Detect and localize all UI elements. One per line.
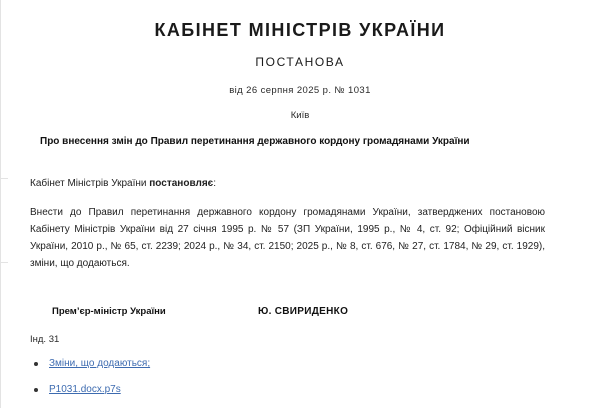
bullet-icon [34,388,38,392]
intro-suffix: : [213,178,216,189]
attachment-link-signature-file[interactable]: P1031.docx.p7s [49,384,121,395]
left-border-tick [0,178,8,179]
org-title: КАБІНЕТ МІНІСТРІВ УКРАЇНИ [154,20,446,40]
intro-paragraph [30,178,216,189]
attachment-link-changes[interactable]: Зміни, що додаються; [49,358,151,369]
document-place: Київ [290,110,310,121]
document-subject: Про внесення змін до Правил перетинання державного кордону громадянами України [40,136,470,147]
document-type: ПОСТАНОВА [255,55,345,69]
left-border-tick [0,262,8,263]
attachment-item [34,384,121,395]
intro-emphasis: постановляє [149,178,214,189]
bullet-icon [34,362,38,366]
signature-name: Ю. СВИРИДЕНКО [258,306,349,317]
document-date: від 26 серпня 2025 р. № 1031 [229,85,371,96]
signature-title: Прем’єр-міністр України [52,306,166,317]
attachment-item [34,358,150,369]
index-label: Інд. 31 [30,334,60,345]
body-paragraph: Внести до Правил перетинання державного кордону громадянами України, затверджених постановою Кабінету Міністрів України від 27 січня 1995 р. № 57 (ЗП України, 1995 р., № 4, ст. 92; Офіційний вісник України, 2010 р., № 65, ст. 2239; 2024 р., № 34, ст. 2150; 2025 р., № 8, ст. 676, № 27, ст. 1784, № 29, ст. 1929), зміни, що додаються. [30,207,545,269]
intro-prefix: Кабінет Міністрів України [30,178,150,189]
